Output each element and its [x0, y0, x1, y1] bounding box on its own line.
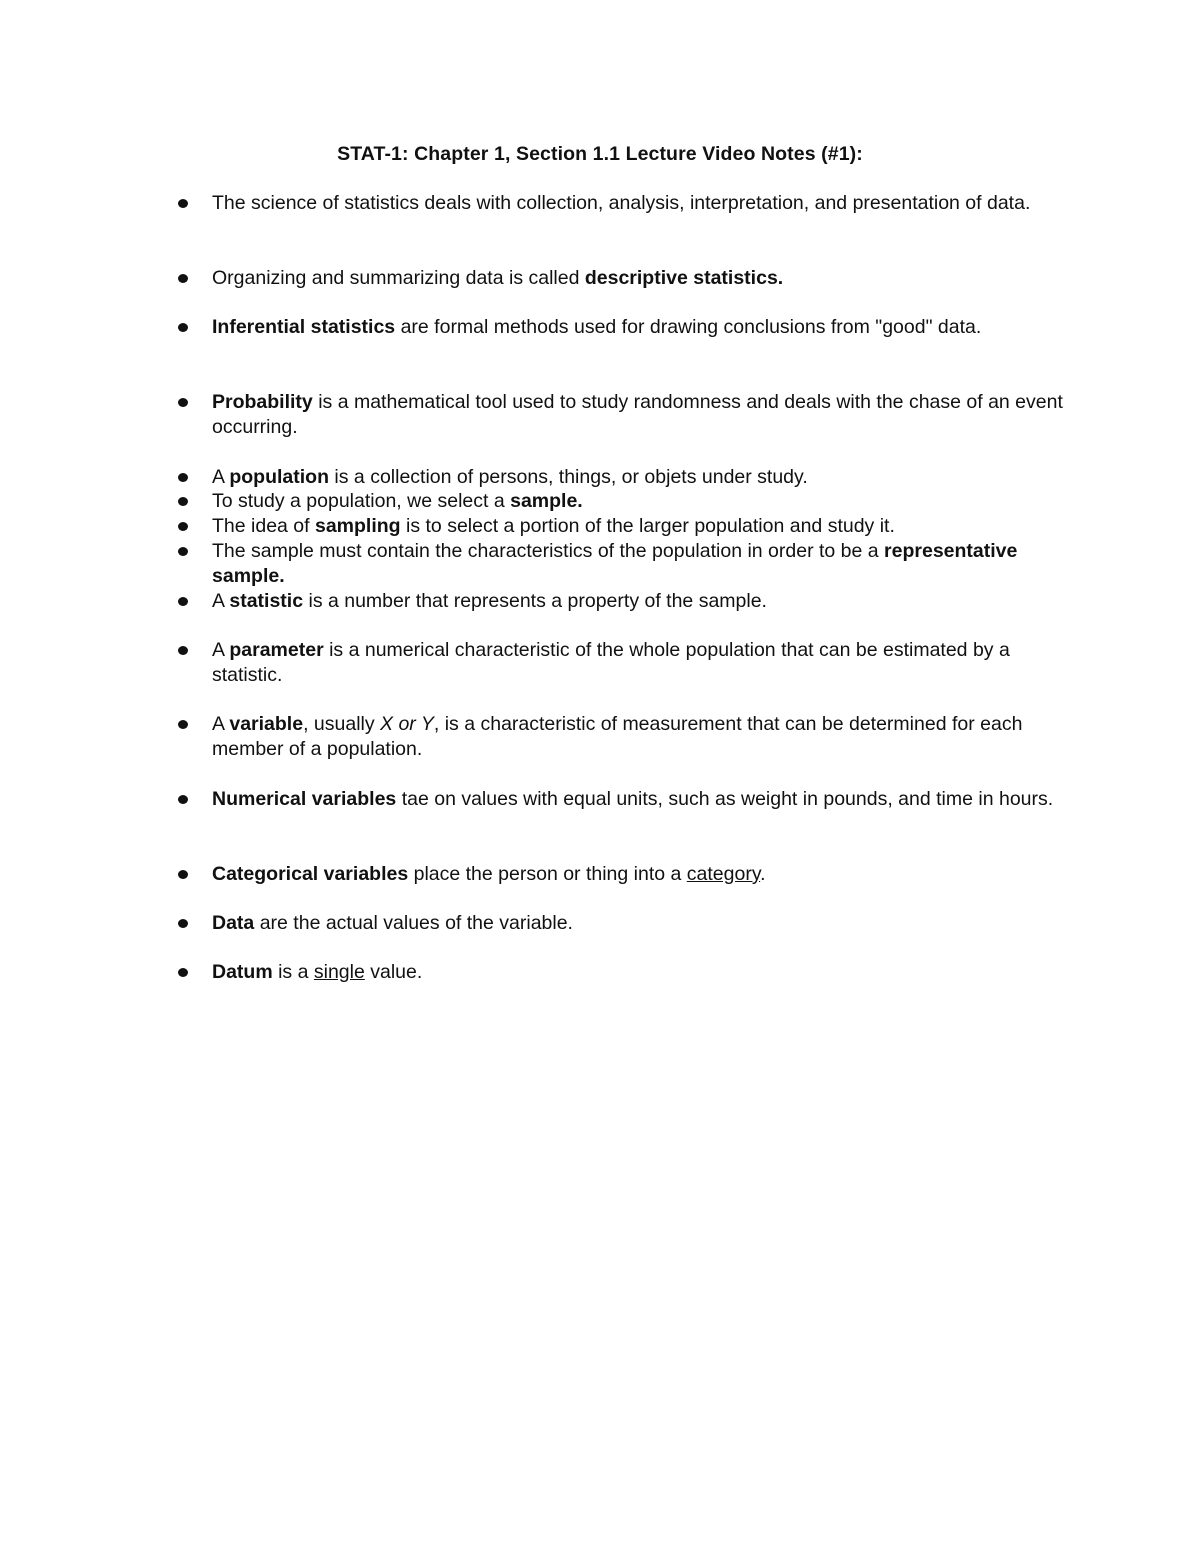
bullet-icon — [178, 870, 188, 879]
list-item — [212, 539, 1072, 589]
list-item — [212, 862, 1072, 887]
bullet-icon — [178, 795, 188, 804]
item-text: The science of statistics deals with collection, analysis, interpretation, and presentation of data. — [212, 192, 1031, 214]
list-item — [212, 712, 1072, 762]
item-text: are the actual values of the variable. — [254, 912, 573, 934]
item-text: is a collection of persons, things, or objets under study. — [329, 466, 808, 488]
item-text: , is a characteristic of measurement that can be determined for each member of a population. — [212, 713, 1023, 760]
bullet-icon — [178, 968, 188, 977]
bullet-icon — [178, 274, 188, 283]
bullet-icon — [178, 323, 188, 332]
term-variable: variable — [229, 713, 304, 735]
term-numerical-variables: Numerical variables — [212, 788, 397, 810]
bullet-icon — [178, 398, 188, 407]
term-inferential-statistics: Inferential statistics — [212, 316, 396, 338]
list-item — [212, 191, 1072, 216]
item-text: . — [760, 863, 766, 885]
term-datum: Datum — [212, 961, 273, 983]
list-item — [212, 390, 1072, 440]
bullet-icon — [178, 199, 188, 208]
list-item — [212, 911, 1072, 936]
list-item — [212, 589, 1072, 614]
item-text: value. — [364, 961, 423, 983]
list-item — [212, 489, 1072, 514]
term-categorical-variables: Categorical variables — [212, 863, 409, 885]
bullet-icon — [178, 919, 188, 928]
variable-symbols: X or Y — [380, 713, 434, 735]
underlined-word-single: single — [313, 961, 365, 983]
bullet-icon — [178, 497, 188, 506]
item-text: is a mathematical tool used to study randomness and deals with the chase of an event occurring. — [212, 391, 1063, 438]
item-text: is a numerical characteristic of the whole population that can be estimated by a statistic. — [212, 639, 1010, 686]
item-text: A — [212, 466, 230, 488]
item-text: is a number that represents a property of the sample. — [303, 590, 767, 612]
item-text: Organizing and summarizing data is called — [212, 267, 585, 289]
list-item — [212, 514, 1072, 539]
item-text: is a — [272, 961, 314, 983]
term-sampling: sampling — [314, 515, 401, 537]
item-text: The sample must contain the characteristics of the population in order to be a — [212, 540, 885, 562]
term-probability: Probability — [212, 391, 313, 413]
item-text: A — [212, 590, 230, 612]
item-text: are formal methods used for drawing conclusions from "good" data. — [395, 316, 982, 338]
term-population: population — [229, 466, 330, 488]
item-text: , usually — [303, 713, 381, 735]
item-text: A — [212, 713, 230, 735]
item-text: A — [212, 639, 230, 661]
bullet-icon — [178, 720, 188, 729]
list-item — [212, 960, 1072, 985]
item-text: To study a population, we select a — [212, 490, 511, 512]
item-text: tae on values with equal units, such as weight in pounds, and time in hours. — [396, 788, 1054, 810]
list-item — [212, 787, 1072, 812]
item-text: The idea of — [212, 515, 315, 537]
term-descriptive-statistics: descriptive statistics. — [584, 267, 784, 289]
list-item — [212, 465, 1072, 490]
term-sample: sample. — [510, 490, 583, 512]
item-text: place the person or thing into a — [408, 863, 687, 885]
bullet-icon — [178, 473, 188, 482]
bullet-icon — [178, 522, 188, 531]
list-item — [212, 315, 1072, 340]
term-data: Data — [212, 912, 255, 934]
term-representative-sample: representative sample. — [212, 540, 1018, 587]
underlined-word-category: category — [686, 863, 761, 885]
bullet-icon — [178, 547, 188, 556]
list-item — [212, 266, 1072, 291]
document-title: STAT-1: Chapter 1, Section 1.1 Lecture Video Notes (#1): — [337, 143, 863, 165]
list-item — [212, 638, 1072, 688]
term-statistic: statistic — [229, 590, 304, 612]
bullet-icon — [178, 597, 188, 606]
item-text: is to select a portion of the larger population and study it. — [400, 515, 895, 537]
term-parameter: parameter — [229, 639, 324, 661]
bullet-icon — [178, 646, 188, 655]
